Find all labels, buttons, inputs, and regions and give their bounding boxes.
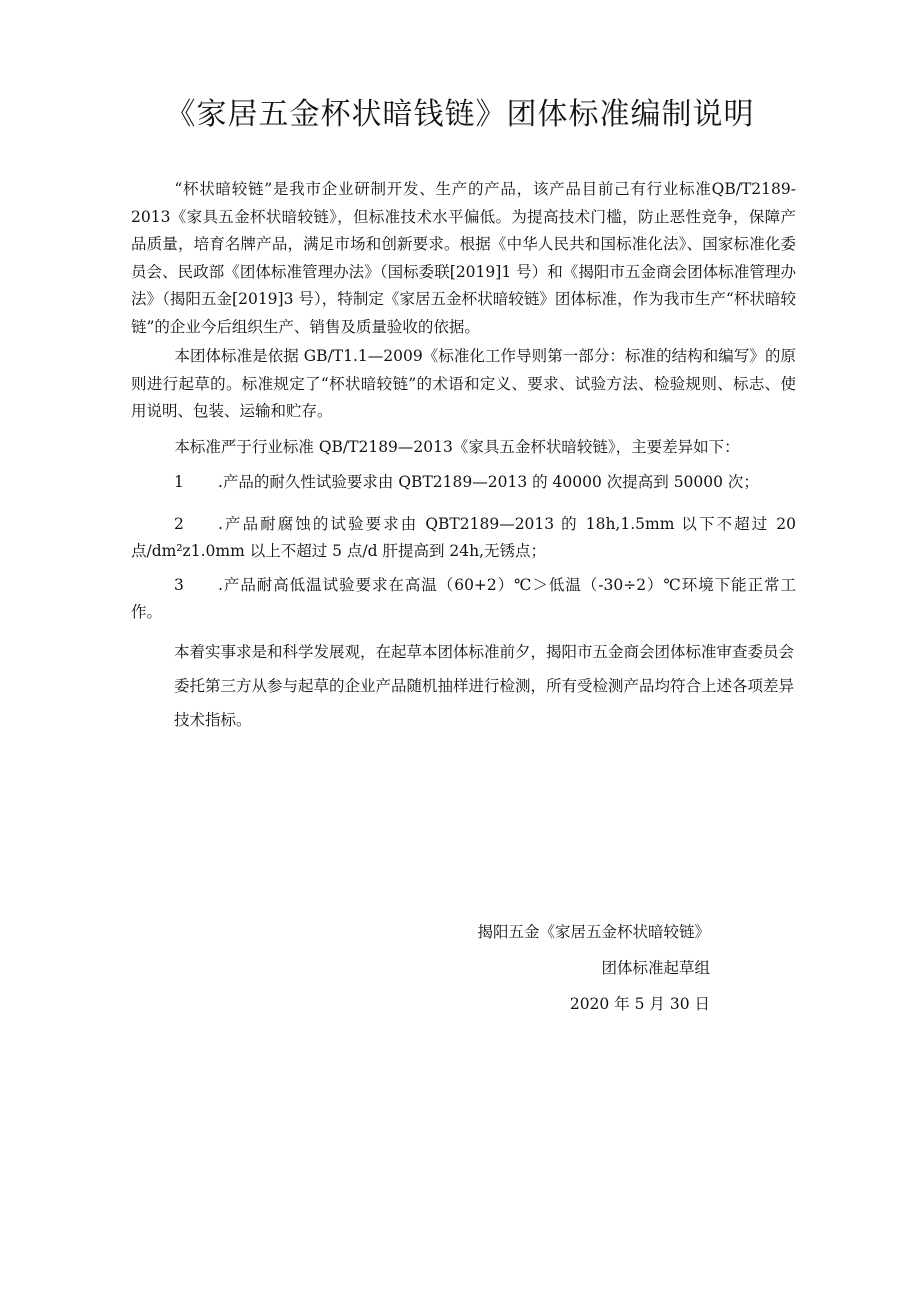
list-item (131, 469, 796, 497)
paragraph-closing: 本着实事求是和科学发展观，在起草本团体标准前夕，揭阳市五金商会团体标准审查委员会委托第三方从参与起草的企业产品随机抽样进行检测，所有受检测产品均符合上述各项差异技术指标。 (174, 642, 795, 729)
list-item-text: .产品耐高低温试验要求在高温（60+2）℃＞低温（-30÷2）℃环境下能正常工作。 (131, 575, 796, 621)
list-item-number: 2 (174, 514, 184, 533)
list-item-number: 1 (174, 473, 184, 491)
list-item (131, 511, 796, 566)
list-item-text: .产品耐腐蚀的试验要求由 QBT2189—2013 的 18h,1.5mm 以下不超过 20 点/dm²z1.0mm 以上不超过 5 点/d 肝提高到 24h,无锈点； (131, 514, 796, 560)
paragraph-intro: “杯状暗较链”是我市企业研制开发、生产的产品，该产品目前己有行业标准QB/T2189-2013《家具五金杯状暗较链》，但标准技术水平偏低。为提高技术门槛，防止恶性竞争，保障产品质量，培育名牌产品，满足市场和创新要求。根据《中华人民共和国标准化法》、国家标准化委员会、民政部《团体标准管理办法》（国标委联[2019]1 号）和《揭阳市五金商会团体标准管理办法》（揭阳五金[2019]3 号），特制定《家居五金杯状暗较链》团体标准，作为我市生产“杯状暗较链”的企业今后组织生产、销售及质量验收的依据。 (131, 180, 796, 336)
signature-block (477, 914, 710, 1022)
signature-group: 团体标准起草组 (601, 959, 710, 977)
list-item (131, 572, 796, 627)
paragraph-basis: 本团体标准是依据 GB/T1.1—2009《标准化工作导则第一部分：标准的结构和编写》的原则进行起草的。标准规定了“杯状暗较链”的术语和定义、要求、试验方法、检验规则、标志、使用说明、包装、运输和贮存。 (131, 347, 796, 420)
paragraph-differences: 本标准严于行业标准 QB/T2189—2013《家具五金杯状暗较链》，主要差异如下： (174, 437, 740, 456)
list-item-number: 3 (174, 575, 184, 594)
signature-date: 2020 年 5 月 30 日 (569, 995, 710, 1013)
document-title: 《家居五金杯状暗钱链》团体标准编制说明 (165, 97, 755, 132)
list-item-text: .产品的耐久性试验要求由 QBT2189—2013 的 40000 次提高到 50000 次； (218, 473, 759, 491)
signature-organization: 揭阳五金《家居五金杯状暗较链》 (477, 923, 710, 941)
document-body (131, 176, 796, 737)
